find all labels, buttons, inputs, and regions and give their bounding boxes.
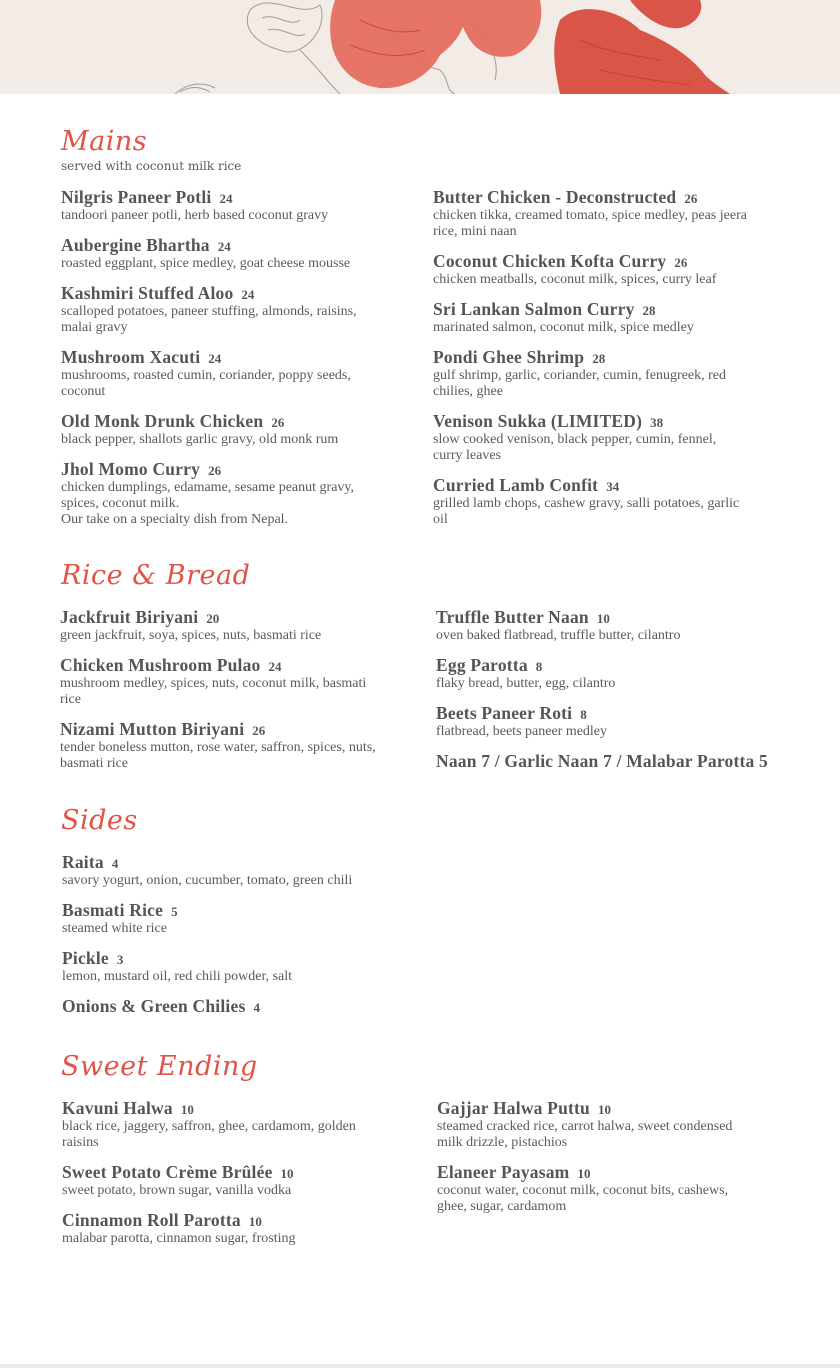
menu-item-price: 8 bbox=[535, 659, 543, 674]
menu-item-description: curry leaves bbox=[433, 448, 502, 463]
menu-item-header bbox=[433, 348, 778, 368]
menu-item-description: coconut bbox=[61, 384, 106, 399]
menu-item-description: oil bbox=[433, 512, 448, 527]
menu-item-header bbox=[62, 1099, 407, 1119]
menu-item-description: mushroom medley, spices, nuts, coconut milk, basmati bbox=[60, 676, 367, 691]
menu-item-header bbox=[62, 1211, 407, 1231]
menu-item-description: tender boneless mutton, rose water, saffron, spices, nuts, bbox=[60, 740, 376, 755]
menu-item bbox=[433, 188, 778, 240]
menu-item-header bbox=[433, 476, 778, 496]
menu-item-name: Venison Sukka (LIMITED) bbox=[433, 411, 643, 431]
menu-item-name: Naan 7 / Garlic Naan 7 / Malabar Parotta 5 bbox=[436, 751, 768, 771]
menu-item-description: roasted eggplant, spice medley, goat cheese mousse bbox=[61, 256, 351, 271]
menu-item-description: steamed white rice bbox=[62, 921, 167, 936]
menu-item-price: 10 bbox=[598, 1102, 611, 1117]
menu-item-header bbox=[61, 460, 406, 480]
section-title-sides: Sides bbox=[61, 805, 138, 836]
menu-item-name: Old Monk Drunk Chicken bbox=[61, 411, 264, 431]
menu-item-description: mushrooms, roasted cumin, coriander, poppy seeds, bbox=[61, 368, 351, 383]
menu-item-name: Egg Parotta bbox=[436, 655, 528, 675]
menu-item-name: Pickle bbox=[62, 948, 109, 968]
menu-item-price: 10 bbox=[596, 611, 610, 626]
menu-item-description: savory yogurt, onion, cucumber, tomato, green chili bbox=[62, 873, 353, 888]
menu-item-header bbox=[61, 188, 406, 208]
menu-item-name: Truffle Butter Naan bbox=[436, 607, 589, 627]
menu-item bbox=[62, 997, 407, 1017]
menu-item-price: 20 bbox=[206, 611, 220, 626]
menu-item-name: Curried Lamb Confit bbox=[433, 475, 599, 495]
menu-item bbox=[61, 348, 406, 400]
menu-item-name: Raita bbox=[62, 852, 104, 872]
menu-item-header bbox=[436, 656, 781, 676]
menu-item-price: 8 bbox=[580, 707, 587, 722]
menu-item-header bbox=[62, 853, 407, 873]
menu-item-header bbox=[436, 704, 781, 724]
menu-item-description: rice bbox=[60, 692, 81, 707]
menu-item-name: Sweet Potato Crème Brûlée bbox=[62, 1162, 273, 1182]
menu-item-header bbox=[61, 412, 406, 432]
menu-item-description: chilies, ghee bbox=[433, 384, 503, 399]
menu-item-description: gulf shrimp, garlic, coriander, cumin, fenugreek, red bbox=[433, 368, 726, 383]
menu-item-header bbox=[437, 1163, 782, 1183]
menu-item-name: Gajjar Halwa Puttu bbox=[437, 1098, 590, 1118]
menu-item bbox=[436, 656, 781, 692]
menu-item-description: ghee, sugar, cardamom bbox=[437, 1199, 567, 1214]
menu-item-description: rice, mini naan bbox=[433, 224, 517, 239]
menu-item-description: chicken dumplings, edamame, sesame peanut gravy, bbox=[61, 480, 354, 495]
menu-item-header bbox=[436, 608, 781, 628]
menu-item bbox=[437, 1163, 782, 1215]
menu-item-header bbox=[60, 720, 405, 740]
menu-item bbox=[433, 476, 778, 528]
menu-item-price: 4 bbox=[253, 1000, 260, 1015]
bottom-divider bbox=[0, 1364, 840, 1368]
menu-item-price: 10 bbox=[180, 1102, 194, 1117]
menu-item-price: 10 bbox=[248, 1214, 262, 1229]
menu-item-description: green jackfruit, soya, spices, nuts, basmati rice bbox=[60, 628, 322, 643]
menu-item-header bbox=[60, 608, 405, 628]
menu-item-price: 10 bbox=[280, 1166, 294, 1181]
menu-item bbox=[433, 300, 778, 336]
menu-item-description: milk drizzle, pistachios bbox=[437, 1135, 568, 1150]
menu-item bbox=[62, 853, 407, 889]
menu-item-name: Basmati Rice bbox=[62, 900, 164, 920]
menu-item-name: Sri Lankan Salmon Curry bbox=[433, 299, 635, 319]
menu-item-price: 34 bbox=[606, 479, 620, 494]
menu-item-name: Beets Paneer Roti bbox=[436, 703, 573, 723]
menu-item-header bbox=[62, 997, 407, 1017]
menu-item-price: 28 bbox=[642, 303, 656, 318]
sides-left-column bbox=[62, 853, 407, 1017]
menu-item-description: flatbread, beets paneer medley bbox=[436, 724, 608, 739]
menu-item-name: Cinnamon Roll Parotta bbox=[62, 1210, 241, 1230]
menu-item bbox=[61, 188, 406, 224]
menu-item-name: Nizami Mutton Biriyani bbox=[60, 719, 245, 739]
menu-item-header bbox=[433, 252, 778, 272]
section-title-mains: Mains bbox=[61, 126, 148, 157]
menu-item-description: grilled lamb chops, cashew gravy, salli potatoes, garlic bbox=[433, 496, 740, 511]
menu-item-header bbox=[60, 656, 405, 676]
menu-item-name: Pondi Ghee Shrimp bbox=[433, 347, 585, 367]
menu-item-header bbox=[62, 949, 407, 969]
menu-item-price: 3 bbox=[116, 952, 124, 967]
menu-item-header bbox=[61, 236, 406, 256]
menu-item-price: 26 bbox=[252, 723, 266, 738]
menu-item-description: black pepper, shallots garlic gravy, old monk rum bbox=[61, 432, 339, 447]
section-title-rice-bread: Rice & Bread bbox=[61, 560, 251, 591]
menu-item-description: flaky bread, butter, egg, cilantro bbox=[436, 676, 616, 691]
menu-item-header bbox=[62, 901, 407, 921]
menu-item-name: Jhol Momo Curry bbox=[61, 459, 201, 479]
menu-item-price: 24 bbox=[241, 287, 255, 302]
menu-item-name: Kashmiri Stuffed Aloo bbox=[61, 283, 234, 303]
menu-item-description: Our take on a specialty dish from Nepal. bbox=[61, 512, 289, 527]
rice-right-column bbox=[436, 608, 781, 771]
menu-item-header bbox=[61, 284, 406, 304]
sweet-left-column bbox=[62, 1099, 407, 1247]
menu-item-description: slow cooked venison, black pepper, cumin, fennel, bbox=[433, 432, 717, 447]
menu-item-price: 28 bbox=[592, 351, 606, 366]
menu-item-price: 38 bbox=[650, 415, 664, 430]
menu-item-description: raisins bbox=[62, 1135, 99, 1150]
menu-item-name: Jackfruit Biriyani bbox=[60, 607, 199, 627]
menu-item bbox=[433, 412, 778, 464]
menu-item-name: Chicken Mushroom Pulao bbox=[60, 655, 261, 675]
menu-item-name: Kavuni Halwa bbox=[62, 1098, 173, 1118]
menu-item-description: coconut water, coconut milk, coconut bits, cashews, bbox=[437, 1183, 729, 1198]
menu-item-description: lemon, mustard oil, red chili powder, salt bbox=[62, 969, 293, 984]
menu-item-header bbox=[61, 348, 406, 368]
menu-item-name: Coconut Chicken Kofta Curry bbox=[433, 251, 667, 271]
section-title-sweet-ending: Sweet Ending bbox=[61, 1051, 258, 1082]
menu-item-price: 24 bbox=[219, 191, 233, 206]
menu-item-price: 10 bbox=[577, 1166, 591, 1181]
menu-item-price: 26 bbox=[271, 415, 285, 430]
menu-item-description: marinated salmon, coconut milk, spice medley bbox=[433, 320, 694, 335]
menu-item bbox=[433, 252, 778, 288]
menu-item-price: 26 bbox=[684, 191, 698, 206]
menu-item-header bbox=[62, 1163, 407, 1183]
menu-item-name: Butter Chicken - Deconstructed bbox=[433, 187, 677, 207]
menu-item-price: 26 bbox=[674, 255, 688, 270]
menu-item-description: chicken meatballs, coconut milk, spices, curry leaf bbox=[433, 272, 717, 287]
sweet-right-column bbox=[437, 1099, 782, 1215]
menu-item-header bbox=[433, 188, 778, 208]
menu-item-name: Mushroom Xacuti bbox=[61, 347, 201, 367]
menu-item bbox=[61, 284, 406, 336]
menu-item bbox=[62, 1211, 407, 1247]
menu-item-price: 5 bbox=[171, 904, 178, 919]
menu-item-name: Aubergine Bhartha bbox=[61, 235, 210, 255]
menu-item bbox=[61, 412, 406, 448]
menu-item bbox=[436, 704, 781, 740]
mains-right-column bbox=[433, 188, 778, 528]
menu-item-description: steamed cracked rice, carrot halwa, sweet condensed bbox=[437, 1119, 733, 1134]
menu-item bbox=[436, 752, 781, 771]
menu-item-description: malai gravy bbox=[61, 320, 128, 335]
menu-item bbox=[62, 901, 407, 937]
menu-item bbox=[62, 1163, 407, 1199]
menu-item-header bbox=[433, 412, 778, 432]
menu-item-price: 24 bbox=[217, 239, 231, 254]
menu-item-price: 24 bbox=[268, 659, 282, 674]
menu-item-header bbox=[436, 752, 781, 771]
menu-item-description: scalloped potatoes, paneer stuffing, almonds, raisins, bbox=[61, 304, 357, 319]
mains-left-column bbox=[61, 188, 406, 528]
section-subtitle-mains: served with coconut milk rice bbox=[61, 159, 242, 173]
menu-item-header bbox=[437, 1099, 782, 1119]
menu-item-name: Nilgris Paneer Potli bbox=[61, 187, 212, 207]
menu-item bbox=[61, 460, 406, 528]
menu-item bbox=[62, 949, 407, 985]
floral-illustration-icon bbox=[0, 0, 840, 94]
menu-item-description: malabar parotta, cinnamon sugar, frosting bbox=[62, 1231, 296, 1246]
menu-item-description: tandoori paneer potli, herb based coconut gravy bbox=[61, 208, 329, 223]
menu-item bbox=[61, 236, 406, 272]
menu-item-description: sweet potato, brown sugar, vanilla vodka bbox=[62, 1183, 292, 1198]
menu-item-name: Elaneer Payasam bbox=[437, 1162, 570, 1182]
menu-item bbox=[437, 1099, 782, 1151]
floral-banner bbox=[0, 0, 840, 94]
menu-item-description: oven baked flatbread, truffle butter, cilantro bbox=[436, 628, 681, 643]
menu-item bbox=[436, 608, 781, 644]
menu-item-header bbox=[433, 300, 778, 320]
menu-item-name: Onions & Green Chilies bbox=[62, 996, 246, 1016]
rice-left-column bbox=[60, 608, 405, 772]
menu-item-description: basmati rice bbox=[60, 756, 129, 771]
menu-item-description: chicken tikka, creamed tomato, spice medley, peas jeera bbox=[433, 208, 747, 223]
menu-item-price: 24 bbox=[208, 351, 222, 366]
menu-item-price: 4 bbox=[111, 856, 119, 871]
menu-item bbox=[433, 348, 778, 400]
menu-item-description: spices, coconut milk. bbox=[61, 496, 180, 511]
menu-item-description: black rice, jaggery, saffron, ghee, cardamom, golden bbox=[62, 1119, 356, 1134]
menu-item bbox=[60, 656, 405, 708]
menu-item bbox=[60, 720, 405, 772]
menu-item bbox=[62, 1099, 407, 1151]
menu-item bbox=[60, 608, 405, 644]
menu-item-price: 26 bbox=[208, 463, 222, 478]
